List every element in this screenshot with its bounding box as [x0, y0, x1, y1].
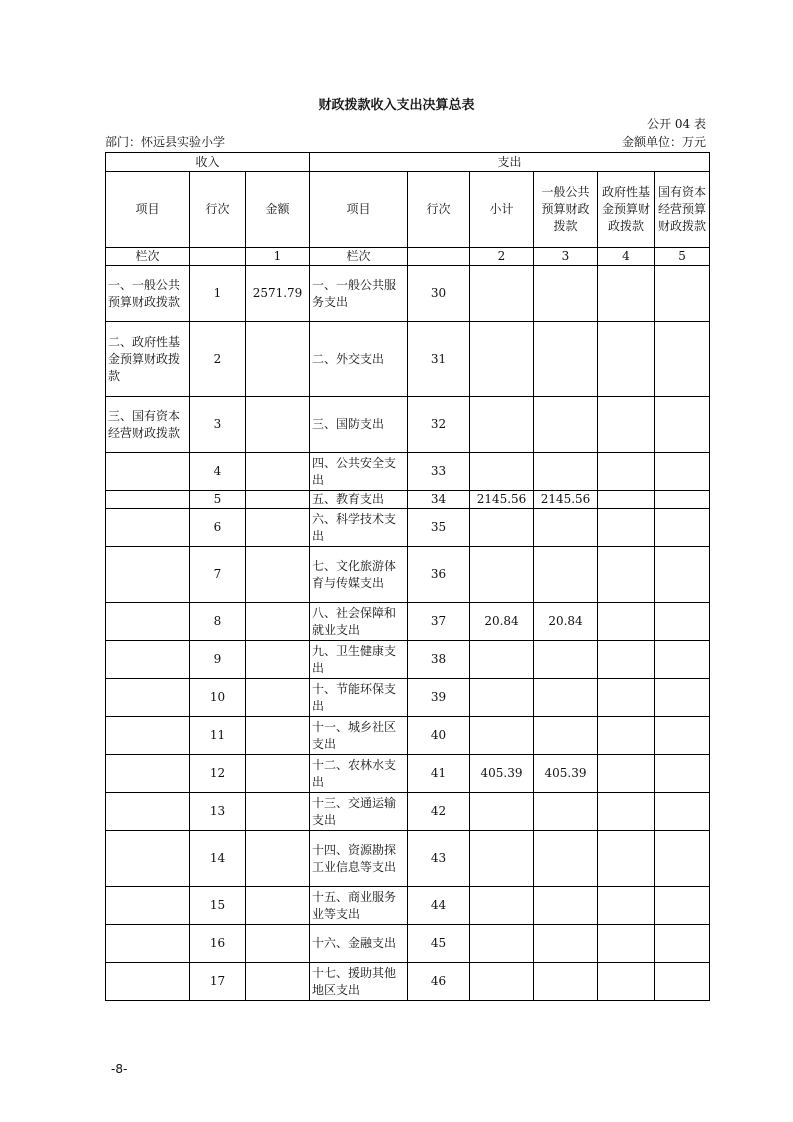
- cell-gov-fund: [598, 793, 655, 831]
- cell-subtotal: 405.39: [470, 755, 534, 793]
- cell-subtotal: [470, 547, 534, 603]
- cell-state-capital: [655, 266, 710, 322]
- cell-income-item: 一、一般公共预算财政拨款: [106, 266, 190, 322]
- cell-state-capital: [655, 491, 710, 509]
- cell-subtotal: [470, 925, 534, 963]
- cell-expense-item: 一、一般公共服务支出: [310, 266, 408, 322]
- cell-income-amount: 2571.79: [246, 266, 310, 322]
- cell-expense-line: 40: [408, 717, 470, 755]
- cell-income-line: 11: [190, 717, 246, 755]
- cell-state-capital: [655, 963, 710, 1001]
- column-index-cell: [190, 248, 246, 266]
- cell-expense-item: 十三、交通运输支出: [310, 793, 408, 831]
- column-header-row: [106, 172, 710, 248]
- column-index-cell: 栏次: [310, 248, 408, 266]
- header-income-line: 行次: [190, 172, 246, 248]
- cell-gov-fund: [598, 755, 655, 793]
- cell-subtotal: [470, 887, 534, 925]
- cell-income-line: 16: [190, 925, 246, 963]
- cell-expense-line: 36: [408, 547, 470, 603]
- table-body: [106, 266, 710, 1001]
- cell-expense-item: 十五、商业服务业等支出: [310, 887, 408, 925]
- cell-general-budget: [534, 453, 598, 491]
- cell-income-item: 二、政府性基金预算财政拨款: [106, 322, 190, 397]
- cell-general-budget: 2145.56: [534, 491, 598, 509]
- cell-subtotal: [470, 963, 534, 1001]
- cell-gov-fund: [598, 925, 655, 963]
- cell-gov-fund: [598, 717, 655, 755]
- cell-subtotal: [470, 831, 534, 887]
- cell-income-amount: [246, 925, 310, 963]
- cell-income-amount: [246, 397, 310, 453]
- cell-state-capital: [655, 397, 710, 453]
- cell-expense-item: 六、科学技术支出: [310, 509, 408, 547]
- table-row: [106, 887, 710, 925]
- cell-income-amount: [246, 679, 310, 717]
- table-row: [106, 641, 710, 679]
- cell-general-budget: [534, 831, 598, 887]
- cell-subtotal: [470, 717, 534, 755]
- cell-gov-fund: [598, 266, 655, 322]
- cell-expense-line: 32: [408, 397, 470, 453]
- cell-expense-line: 31: [408, 322, 470, 397]
- cell-income-line: 6: [190, 509, 246, 547]
- cell-general-budget: [534, 793, 598, 831]
- cell-expense-item: 十六、金融支出: [310, 925, 408, 963]
- cell-subtotal: [470, 679, 534, 717]
- cell-subtotal: [470, 509, 534, 547]
- column-index-cell: 栏次: [106, 248, 190, 266]
- report-title: 财政拨款收入支出决算总表: [318, 98, 475, 113]
- cell-gov-fund: [598, 887, 655, 925]
- table-row: [106, 755, 710, 793]
- department-label: 部门：怀远县实验小学: [105, 135, 226, 149]
- cell-expense-item: 十七、援助其他地区支出: [310, 963, 408, 1001]
- amount-unit-label: 金额单位：万元: [621, 135, 706, 149]
- table-row: [106, 547, 710, 603]
- cell-income-amount: [246, 963, 310, 1001]
- column-index-cell: [408, 248, 470, 266]
- cell-subtotal: 2145.56: [470, 491, 534, 509]
- cell-state-capital: [655, 322, 710, 397]
- cell-income-amount: [246, 755, 310, 793]
- header-gov-fund: 政府性基金预算财政拨款: [598, 172, 655, 248]
- cell-income-item: [106, 509, 190, 547]
- cell-expense-line: 30: [408, 266, 470, 322]
- table-row: [106, 453, 710, 491]
- cell-state-capital: [655, 831, 710, 887]
- cell-expense-line: 43: [408, 831, 470, 887]
- cell-income-amount: [246, 793, 310, 831]
- table-row: [106, 266, 710, 322]
- cell-general-budget: [534, 887, 598, 925]
- cell-income-item: [106, 547, 190, 603]
- cell-state-capital: [655, 509, 710, 547]
- cell-income-line: 12: [190, 755, 246, 793]
- table-row: [106, 717, 710, 755]
- cell-income-line: 5: [190, 491, 246, 509]
- cell-income-item: [106, 963, 190, 1001]
- cell-general-budget: 405.39: [534, 755, 598, 793]
- cell-expense-item: 八、社会保障和就业支出: [310, 603, 408, 641]
- cell-general-budget: [534, 509, 598, 547]
- cell-expense-line: 37: [408, 603, 470, 641]
- cell-expense-line: 38: [408, 641, 470, 679]
- table-row: [106, 491, 710, 509]
- cell-state-capital: [655, 547, 710, 603]
- cell-income-item: [106, 679, 190, 717]
- cell-state-capital: [655, 603, 710, 641]
- table-row: [106, 397, 710, 453]
- cell-subtotal: [470, 453, 534, 491]
- cell-subtotal: [470, 322, 534, 397]
- table-row: [106, 603, 710, 641]
- cell-income-line: 9: [190, 641, 246, 679]
- cell-income-line: 15: [190, 887, 246, 925]
- cell-state-capital: [655, 925, 710, 963]
- cell-subtotal: [470, 397, 534, 453]
- cell-income-item: 三、国有资本经营财政拨款: [106, 397, 190, 453]
- column-index-cell: 5: [655, 248, 710, 266]
- cell-general-budget: [534, 963, 598, 1001]
- cell-expense-line: 35: [408, 509, 470, 547]
- cell-gov-fund: [598, 603, 655, 641]
- header-income-amount: 金额: [246, 172, 310, 248]
- cell-gov-fund: [598, 641, 655, 679]
- cell-income-item: [106, 925, 190, 963]
- cell-expense-item: 二、外交支出: [310, 322, 408, 397]
- cell-state-capital: [655, 453, 710, 491]
- cell-state-capital: [655, 679, 710, 717]
- column-index-cell: 3: [534, 248, 598, 266]
- cell-income-item: [106, 717, 190, 755]
- cell-expense-line: 34: [408, 491, 470, 509]
- cell-general-budget: [534, 641, 598, 679]
- cell-general-budget: [534, 322, 598, 397]
- cell-income-item: [106, 603, 190, 641]
- cell-gov-fund: [598, 453, 655, 491]
- cell-income-line: 17: [190, 963, 246, 1001]
- cell-expense-line: 46: [408, 963, 470, 1001]
- cell-gov-fund: [598, 509, 655, 547]
- cell-gov-fund: [598, 491, 655, 509]
- income-group-header: 收入: [106, 153, 310, 172]
- cell-expense-line: 42: [408, 793, 470, 831]
- cell-income-item: [106, 793, 190, 831]
- cell-income-amount: [246, 717, 310, 755]
- column-index-row: [106, 248, 710, 266]
- header-expense-item: 项目: [310, 172, 408, 248]
- table-row: [106, 322, 710, 397]
- cell-income-line: 14: [190, 831, 246, 887]
- cell-subtotal: [470, 793, 534, 831]
- table-row: [106, 831, 710, 887]
- cell-general-budget: [534, 679, 598, 717]
- page-number: -8-: [111, 1062, 128, 1076]
- cell-subtotal: [470, 266, 534, 322]
- cell-state-capital: [655, 887, 710, 925]
- header-state-capital: 国有资本经营预算财政拨款: [655, 172, 710, 248]
- cell-state-capital: [655, 755, 710, 793]
- cell-subtotal: [470, 641, 534, 679]
- cell-income-amount: [246, 491, 310, 509]
- cell-expense-line: 33: [408, 453, 470, 491]
- cell-income-amount: [246, 603, 310, 641]
- cell-gov-fund: [598, 679, 655, 717]
- cell-general-budget: [534, 547, 598, 603]
- cell-income-line: 3: [190, 397, 246, 453]
- cell-income-line: 1: [190, 266, 246, 322]
- header-general-budget: 一般公共预算财政拨款: [534, 172, 598, 248]
- cell-income-line: 2: [190, 322, 246, 397]
- table-row: [106, 679, 710, 717]
- cell-general-budget: [534, 925, 598, 963]
- column-index-cell: 1: [246, 248, 310, 266]
- header-expense-line: 行次: [408, 172, 470, 248]
- cell-expense-item: 十、节能环保支出: [310, 679, 408, 717]
- cell-income-amount: [246, 322, 310, 397]
- budget-table: [105, 152, 710, 1001]
- cell-income-item: [106, 491, 190, 509]
- table-row: [106, 509, 710, 547]
- header-subtotal: 小计: [470, 172, 534, 248]
- cell-income-item: [106, 453, 190, 491]
- cell-expense-line: 45: [408, 925, 470, 963]
- cell-expense-line: 39: [408, 679, 470, 717]
- cell-income-item: [106, 887, 190, 925]
- cell-subtotal: 20.84: [470, 603, 534, 641]
- cell-gov-fund: [598, 547, 655, 603]
- cell-general-budget: [534, 717, 598, 755]
- cell-state-capital: [655, 717, 710, 755]
- cell-expense-line: 44: [408, 887, 470, 925]
- cell-expense-item: 十二、农林水支出: [310, 755, 408, 793]
- cell-income-line: 7: [190, 547, 246, 603]
- cell-expense-item: 五、教育支出: [310, 491, 408, 509]
- cell-income-item: [106, 831, 190, 887]
- cell-expense-item: 十四、资源勘探工业信息等支出: [310, 831, 408, 887]
- cell-income-item: [106, 755, 190, 793]
- cell-expense-item: 十一、城乡社区支出: [310, 717, 408, 755]
- cell-expense-item: 三、国防支出: [310, 397, 408, 453]
- cell-income-line: 8: [190, 603, 246, 641]
- cell-gov-fund: [598, 322, 655, 397]
- cell-expense-item: 四、公共安全支出: [310, 453, 408, 491]
- column-index-cell: 4: [598, 248, 655, 266]
- cell-general-budget: 20.84: [534, 603, 598, 641]
- cell-income-amount: [246, 887, 310, 925]
- cell-income-line: 13: [190, 793, 246, 831]
- cell-gov-fund: [598, 397, 655, 453]
- cell-state-capital: [655, 793, 710, 831]
- cell-income-amount: [246, 453, 310, 491]
- cell-expense-item: 七、文化旅游体育与传媒支出: [310, 547, 408, 603]
- cell-income-amount: [246, 547, 310, 603]
- cell-expense-item: 九、卫生健康支出: [310, 641, 408, 679]
- header-income-item: 项目: [106, 172, 190, 248]
- cell-gov-fund: [598, 963, 655, 1001]
- table-row: [106, 963, 710, 1001]
- cell-income-line: 4: [190, 453, 246, 491]
- table-row: [106, 793, 710, 831]
- cell-income-amount: [246, 641, 310, 679]
- cell-state-capital: [655, 641, 710, 679]
- column-index-cell: 2: [470, 248, 534, 266]
- cell-general-budget: [534, 397, 598, 453]
- cell-income-amount: [246, 831, 310, 887]
- expense-group-header: 支出: [310, 153, 710, 172]
- table-row: [106, 925, 710, 963]
- group-header-row: [106, 153, 710, 172]
- cell-expense-line: 41: [408, 755, 470, 793]
- cell-income-item: [106, 641, 190, 679]
- cell-income-line: 10: [190, 679, 246, 717]
- cell-gov-fund: [598, 831, 655, 887]
- form-number: 公开 04 表: [647, 117, 706, 131]
- cell-general-budget: [534, 266, 598, 322]
- cell-income-amount: [246, 509, 310, 547]
